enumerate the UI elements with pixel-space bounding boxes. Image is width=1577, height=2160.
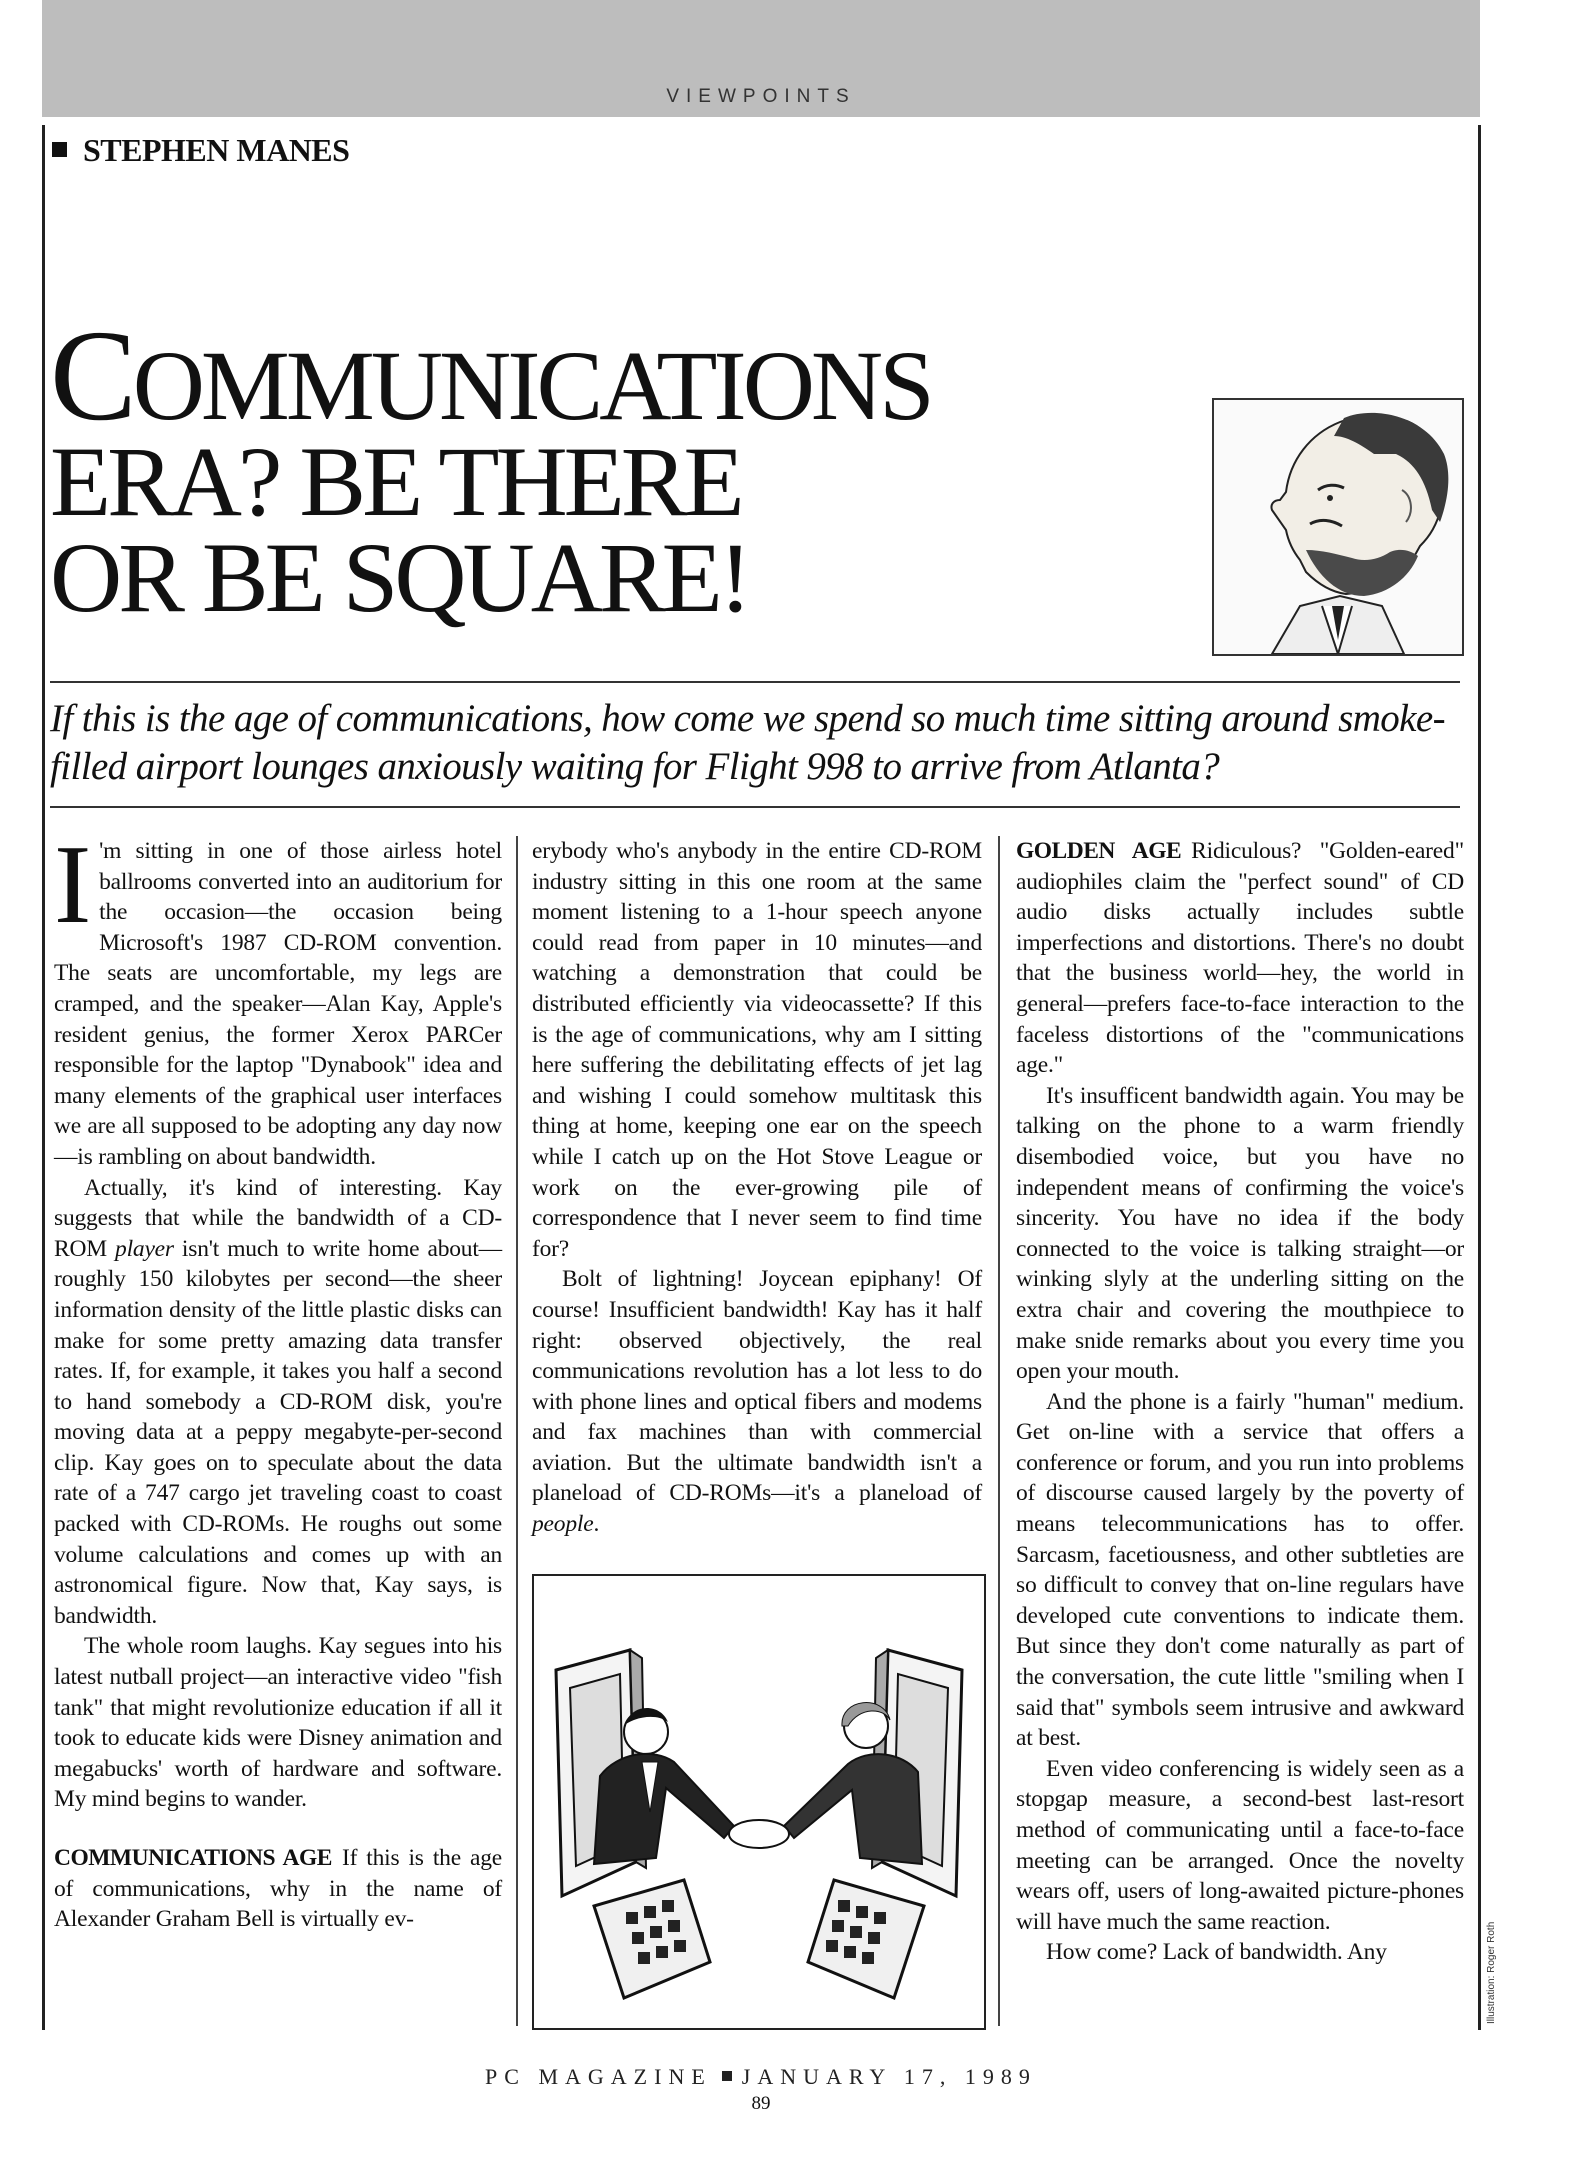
paragraph-text: Actually, it's kind of interesting. Kay suggests that while the bandwidth of a CD-ROM — [54, 1174, 502, 1262]
deck-rule-top — [50, 681, 1460, 683]
deck: If this is the age of communications, how come we spend so much time sitting around smoke-filled airport lounges anxiously waiting for Flight 998 to arrive from Atlanta? — [50, 697, 1445, 788]
paragraph-text: Bolt of lightning! Joycean epiphany! Of course! Insufficient bandwidth! Kay has it half right: observed objectively, the real communications revolution has a lot less to do with phone lines and optical fibers and modems and fax machines than with commercial aviation. But the ultimate bandwidth isn't a planeload of CD-ROMs—it's a planeload of — [532, 1266, 982, 1507]
byline — [52, 132, 349, 169]
paragraph-text: . — [593, 1511, 600, 1538]
handshake-illustration — [532, 1574, 986, 2030]
author-name: STEPHEN MANES — [83, 132, 350, 168]
article-column-1 — [54, 823, 502, 1935]
article-column-3 — [1016, 836, 1464, 1968]
author-portrait — [1212, 398, 1464, 656]
paragraph — [54, 1173, 502, 1632]
paragraph — [532, 836, 982, 1264]
paragraph-text: And the phone is a fairly "human" medium. Get on-line with a service that offers a conference or forum, and you run into problems of discourse caused largely by the poverty of means telecommunications has to offer. Sarcasm, facetiousness, and other subtleties are so difficult to convey that on-line regulars have developed cute conventions to indicate them. But since they don't come naturally as part of the conversation, the cute little "smiling when I said that" symbols seem intrusive and awkward at best. — [1016, 1388, 1464, 1752]
paragraph — [1016, 1081, 1464, 1387]
headline-line3: OR BE SQUARE! — [50, 522, 749, 633]
issue-date: JANUARY 17, 1989 — [741, 2064, 1037, 2089]
frame-rule-left — [42, 125, 45, 2030]
paragraph — [1016, 1387, 1464, 1754]
emphasis: people — [532, 1511, 594, 1538]
paragraph — [54, 1631, 502, 1815]
page-number: 89 — [751, 2093, 771, 2114]
paragraph-text: 'm sitting in one of those airless hotel ballrooms converted into an auditorium for the occasion—the occasion being Microsoft's 1987 CD-ROM convention. The seats are uncomfortable, my legs are cramped, and the speaker—Alan Kay, Apple's resident genius, the former Xerox PARCer responsible for the laptop "Dynabook" idea and many elements of the graphical user interfaces we are all supposed to be adopting any day now—is rambling on about bandwidth. — [54, 838, 502, 1170]
paragraph-text: Ridiculous? "Golden-eared" audiophiles claim the "perfect sound" of CD audio disks actually includes subtle imperfections and distortions. There's no doubt that the business world—hey, the world in general—prefers face-to-face interaction to the faceless distortions of the "communications age." — [1016, 838, 1464, 1079]
section-label: VIEWPOINTS — [666, 86, 856, 107]
headline-line2: ERA? BE THERE — [50, 426, 741, 537]
subhead: GOLDEN AGE — [1016, 838, 1182, 864]
paragraph — [532, 1264, 982, 1539]
headline-initial: C — [50, 304, 133, 448]
frame-rule-right — [1478, 125, 1481, 2030]
emphasis: player — [115, 1235, 174, 1262]
paragraph — [1016, 836, 1464, 1081]
paragraph-text: Even video conferencing is widely seen as a stopgap measure, a second-best last-resort method of communicating until a face-to-face meeting can be arranged. Once the novelty wears off, users of long-awaited picture-phones will have much the same reaction. — [1016, 1755, 1464, 1935]
column-divider — [516, 836, 518, 2026]
paragraph — [54, 823, 502, 1173]
paragraph-text: How come? Lack of bandwidth. Any — [1046, 1939, 1387, 1966]
paragraph — [1016, 1754, 1464, 1938]
subhead: COMMUNICATIONS AGE — [54, 1845, 332, 1871]
paragraph-text: isn't much to write home about—roughly 150 kilobytes per second—the sheer information density of the little plastic disks can make for some pretty amazing data transfer rates. If, for example, it takes you half a second to hand somebody a CD-ROM disk, you're moving data at a peppy megabyte-per-second clip. Kay goes on to speculate about the data rate of a 747 cargo jet traveling coast to coast packed with CD-ROMs. He roughs out some volume calculations and comes up with an astronomical figure. Now that, Kay says, is bandwidth. — [54, 1235, 502, 1629]
page-footer — [42, 2064, 1480, 2090]
headline — [50, 304, 1190, 633]
bullet-icon — [52, 142, 67, 157]
illustration-credit: Illustration: Roger Roth — [1486, 1921, 1497, 2024]
paragraph-text: If this is the age of communications, why in the name of Alexander Graham Bell is virtually ev- — [54, 1845, 502, 1933]
paragraph-text: erybody who's anybody in the entire CD-ROM industry sitting in this one room at the same moment listening to a 1-hour speech anyone could read from paper in 10 minutes—and watching a demonstration that could be distributed efficiently via videocassette? If this is the age of communications, why am I sitting here suffering the debilitating effects of jet lag and wishing I could somehow multitask this thing at home, keeping one ear on the speech while I catch up on the Hot Stove League or work on the ever-growing pile of correspondence that I never seem to find time for? — [532, 838, 982, 1262]
paragraph — [54, 1843, 502, 1935]
article-column-2 — [532, 836, 982, 1540]
drop-cap: I — [54, 823, 92, 947]
paragraph-text: It's insufficent bandwidth again. You may be talking on the phone to a warm friendly disembodied voice, but you have no independent means of confirming the voice's sincerity. You have no idea if the body connected to the voice is talking straight—or winking slyly at the underling sitting on the extra chair and covering the mouthpiece to make snide remarks about you every time you open your mouth. — [1016, 1082, 1464, 1385]
paragraph — [1016, 1937, 1464, 1968]
paragraph-text: The whole room laughs. Kay segues into his latest nutball project—an interactive video "fish tank" that might revolutionize education if all it took to educate kids were Disney animation and megabucks' worth of hardware and software. My mind begins to wander. — [54, 1633, 502, 1813]
spacer — [54, 1815, 502, 1843]
bullet-icon — [722, 2071, 732, 2081]
headline-line1: OMMUNICATIONS — [132, 330, 931, 441]
publication-name: PC MAGAZINE — [485, 2064, 712, 2089]
column-divider — [998, 836, 1000, 2026]
deck-rule-bottom — [50, 806, 1460, 808]
